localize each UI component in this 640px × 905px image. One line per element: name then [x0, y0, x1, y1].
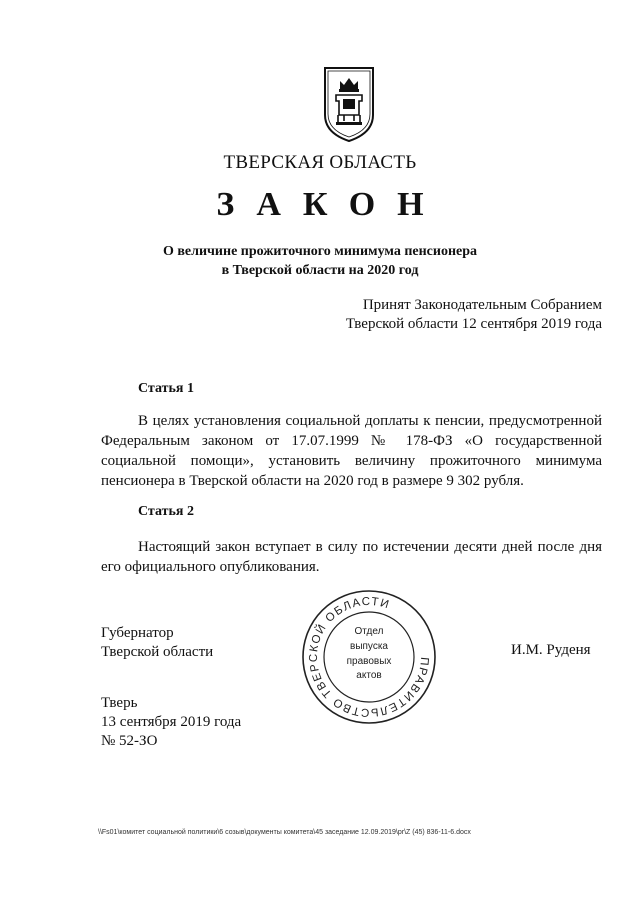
official-stamp: [300, 588, 438, 726]
stamp-ring-text: ПРАВИТЕЛЬСТВО ТВЕРСКОЙ ОБЛАСТИ: [307, 595, 431, 719]
signatory-position-line: Губернатор: [101, 625, 174, 641]
law-subject-line: О величине прожиточного минимума пенсионера: [162, 244, 478, 259]
stamp-center-line: правовых: [346, 656, 392, 667]
signing-date: 13 сентября 2019 года: [101, 714, 242, 730]
law-subject: [0, 242, 640, 280]
file-path-footer: \\Fs01\комитет социальной политики\6 созыв\документы комитета\45 заседание 12.09.2019\pr\Z (45) 836-11-6.docx: [98, 829, 471, 836]
document-type-title: ЗАКОН: [216, 186, 446, 223]
article-1-text: [101, 411, 602, 491]
article-1-title: Статья 1: [138, 381, 194, 396]
article-2-title: Статья 2: [138, 504, 194, 519]
law-subject-line: в Тверской области на 2020 год: [221, 263, 419, 278]
stamp-center-line: актов: [356, 670, 382, 681]
region-title: ТВЕРСКАЯ ОБЛАСТЬ: [223, 152, 417, 173]
adoption-note: [346, 296, 602, 334]
article-2-text: [101, 537, 602, 577]
stamp-center-line: выпуска: [350, 641, 388, 652]
stamp-center-line: Отдел: [354, 626, 384, 637]
city: Тверь: [101, 695, 138, 711]
signatory-position: [101, 624, 213, 662]
article-2-body: Настоящий закон вступает в силу по истечении десяти дней после дня его официального опубликования.: [101, 539, 602, 575]
article-1-body: В целях установления социальной доплаты к пенсии, предусмотренной Федеральным законом от 17.07.1999 № 178-ФЗ «О государственной социальной помощи», установить величину прожиточного минимума пенсионера в Тверской области на 2020 год в размере 9 302 рубля.: [101, 413, 602, 489]
place-date-block: [101, 694, 241, 751]
adoption-note-line: Тверской области 12 сентября 2019 года: [345, 316, 602, 332]
adoption-note-line: Принят Законодательным Собранием: [362, 297, 602, 313]
signatory-position-line: Тверской области: [101, 644, 214, 660]
law-number: № 52-ЗО: [101, 733, 158, 749]
signatory-name: И.М. Руденя: [511, 642, 591, 658]
coat-of-arms-icon: [322, 65, 376, 143]
